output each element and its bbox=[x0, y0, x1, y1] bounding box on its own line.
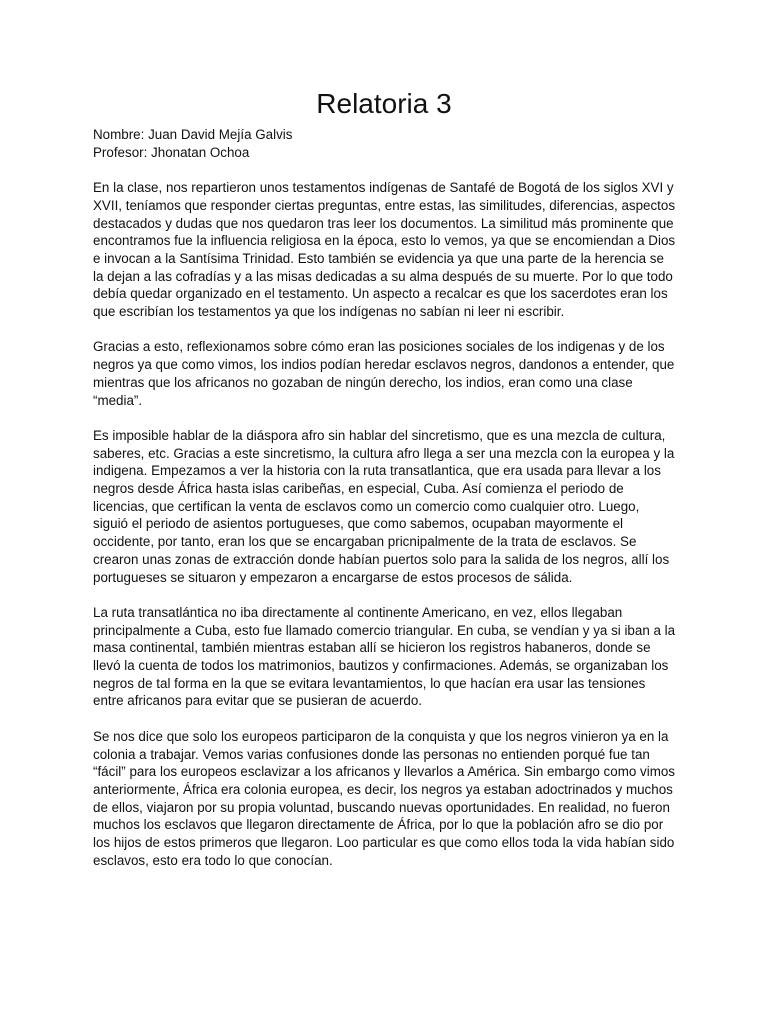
paragraph-4: La ruta transatlántica no iba directamente al continente Americano, en vez, ellos llegaban principalmente a Cuba, esto fue llamado comercio triangular. En cuba, se vendían y ya si iban a la masa continental, también mientras estaban allí se hicieron los registros habaneros, donde se llevó la cuenta de todos los matrimonios, bautizos y confirmaciones. Además, se organizaban los negros de tal forma en la que se evitara levantamientos, lo que hacían era usar las tensiones entre africanos para evitar que se pusieran de acuerdo. bbox=[93, 604, 676, 709]
document-title: Relatoria 3 bbox=[316, 88, 452, 119]
paragraph-3: Es imposible hablar de la diáspora afro sin hablar del sincretismo, que es una mezcla de cultura, saberes, etc. Gracias a este sincretismo, la cultura afro llega a ser una mezcla con la europea y la indigena. Empezamos a ver la historia con la ruta transatlantica, que era usada para llevar a los negros desde África hasta islas caribeñas, en especial, Cuba. Así comienza el periodo de licencias, que certifican la venta de esclavos como un comercio como cualquier otro. Luego, siguió el periodo de asientos portugueses, que como sabemos, ocupaban mayormente el occidente, por tanto, eran los que se encargaban pricnipalmente de la trata de esclavos. Se crearon unas zonas de extracción donde habían puertos solo para la salida de los negros, allí los portugueses se situaron y empezaron a encargarse de estos procesos de sálida. bbox=[93, 427, 675, 585]
document-body bbox=[93, 126, 678, 869]
paragraph-1: En la clase, nos repartieron unos testamentos indígenas de Santafé de Bogotá de los siglos XVI y XVII, teníamos que responder ciertas preguntas, entre estas, las similitudes, diferencias, aspectos destacados y dudas que nos quedaron tras leer los documentos. La similitud más prominente que encontramos fue la influencia religiosa en la época, esto lo vemos, ya que se encomiendan a Dios e invocan a la Santísima Trinidad. Esto también se evidencia ya que una parte de la herencia se la dejan a las cofradías y a las misas dedicadas a su alma después de su muerte. Por lo que todo debía quedar organizado en el testamento. Un aspecto a recalcar es que los sacerdotes eran los que escribían los testamentos ya que los indígenas no sabían ni leer ni escribir. bbox=[93, 180, 676, 320]
author-name-line: Nombre: Juan David Mejía Galvis bbox=[93, 127, 293, 142]
paragraph-spacer bbox=[93, 321, 678, 339]
paragraph-spacer bbox=[93, 586, 678, 604]
paragraph-spacer bbox=[93, 161, 678, 179]
professor-line: Profesor: Jhonatan Ochoa bbox=[93, 144, 250, 160]
paragraph-5: Se nos dice que solo los europeos participaron de la conquista y que los negros vinieron ya en la colonia a trabajar. Vemos varias confusiones donde las personas no entienden porqué fue tan “fácil” para los europeos esclavizar a los africanos y llevarlos a América. Sin embargo como vimos anteriormente, África era colonia europea, es decir, los negros ya estaban adoctrinados y muchos de ellos, viajaron por su propia voluntad, buscando nuevas oportunidades. En realidad, no fueron muchos los esclavos que llegaron directamente de África, por lo que la población afro se dio por los hijos de estos primeros que llegaron. Loo particular es que como ellos toda la vida habían sido esclavos, esto era todo lo que conocían. bbox=[93, 728, 675, 868]
paragraph-spacer bbox=[93, 710, 678, 728]
paragraph-2: Gracias a esto, reflexionamos sobre cómo eran las posiciones sociales de los indigenas y de los negros ya que como vimos, los indios podían heredar esclavos negros, dandonos a entender, que mientras que los africanos no gozaban de ningún derecho, los indios, eran como una clase “media”. bbox=[93, 339, 675, 408]
paragraph-spacer bbox=[93, 409, 678, 427]
